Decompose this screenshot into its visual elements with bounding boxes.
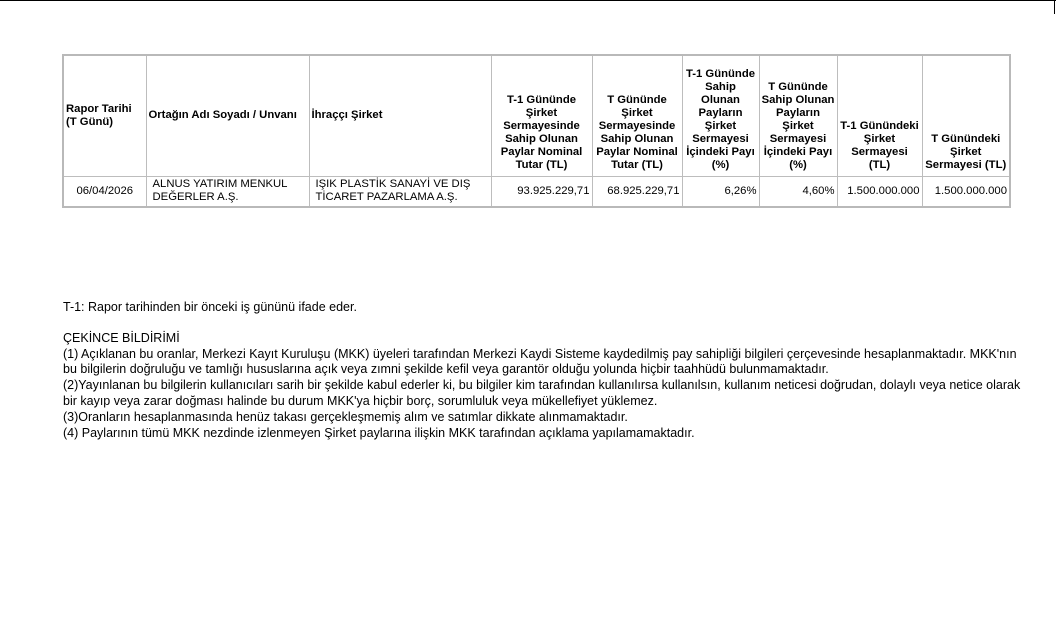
shareholding-table (62, 54, 1011, 208)
col-header-shareholder: Ortağın Adı Soyadı / Unvanı (146, 55, 309, 176)
table-row (63, 176, 1010, 207)
notes-section (63, 300, 1023, 441)
cell-t-nominal: 68.925.229,71 (592, 176, 682, 207)
col-header-report-date: Rapor Tarihi (T Günü) (63, 55, 146, 176)
disclaimer-item-1: (1) Açıklanan bu oranlar, Merkezi Kayıt Kuruluşu (MKK) üyeleri tarafından Merkezi Kaydi Sisteme kaydedilmiş pay sahipliği bilgileri çerçevesinde hesaplanmaktadır. MKK'nın bu bilgilerin doğruluğu ve tamlığı hususlarına açık veya zımni şekilde kefil veya garantör olduğu yolunda hiçbir taahhüdü bulunmamaktadır. (63, 346, 1017, 377)
disclaimer-item-3: (3)Oranların hesaplanmasında henüz takası gerçekleşmemiş alım ve satımlar dikkate alınmamaktadır. (63, 409, 628, 424)
cell-t1-nominal: 93.925.229,71 (491, 176, 592, 207)
cell-shareholder: ALNUS YATIRIM MENKUL DEĞERLER A.Ş. (146, 176, 309, 207)
t1-definition: T-1: Rapor tarihinden bir önceki iş gününü ifade eder. (63, 300, 357, 314)
col-header-t1-capital: T-1 Günündeki Şirket Sermayesi (TL) (837, 55, 922, 176)
col-header-t1-nominal: T-1 Gününde Şirket Sermayesinde Sahip Olunan Paylar Nominal Tutar (TL) (491, 55, 592, 176)
col-header-issuer: İhraççı Şirket (309, 55, 491, 176)
page-corner-mark (1054, 0, 1055, 14)
cell-report-date: 06/04/2026 (63, 176, 146, 207)
cell-issuer: IŞIK PLASTİK SANAYİ VE DIŞ TİCARET PAZARLAMA A.Ş. (309, 176, 491, 207)
col-header-t-ratio: T Gününde Sahip Olunan Payların Şirket Sermayesi İçindeki Payı (%) (759, 55, 837, 176)
page-top-rule (0, 0, 1056, 1)
disclaimer-item-2: (2)Yayınlanan bu bilgilerin kullanıcıları sarih bir şekilde kabul ederler ki, bu bilgiler kim tarafından kullanılırsa kullanılsın, kullanım neticesi doğrudan, dolaylı veya netice olarak bir kayıp veya zarar doğması halinde bu durum MKK'ya hiçbir borç, sorumluluk veya mükellefiyet yüklemez. (63, 378, 1021, 408)
disclaimer-title: ÇEKİNCE BİLDİRİMİ (63, 330, 180, 345)
col-header-t-capital: T Günündeki Şirket Sermayesi (TL) (922, 55, 1010, 176)
cell-t-capital: 1.500.000.000 (922, 176, 1010, 207)
table-header-row (63, 55, 1010, 176)
disclaimer-item-4: (4) Paylarının tümü MKK nezdinde izlenmeyen Şirket paylarına ilişkin MKK tarafından açıklama yapılamamaktadır. (63, 425, 695, 440)
cell-t1-ratio: 6,26% (682, 176, 759, 207)
col-header-t-nominal: T Gününde Şirket Sermayesinde Sahip Olunan Paylar Nominal Tutar (TL) (592, 55, 682, 176)
col-header-t1-ratio: T-1 Gününde Sahip Olunan Payların Şirket Sermayesi İçindeki Payı (%) (682, 55, 759, 176)
cell-t1-capital: 1.500.000.000 (837, 176, 922, 207)
cell-t-ratio: 4,60% (759, 176, 837, 207)
